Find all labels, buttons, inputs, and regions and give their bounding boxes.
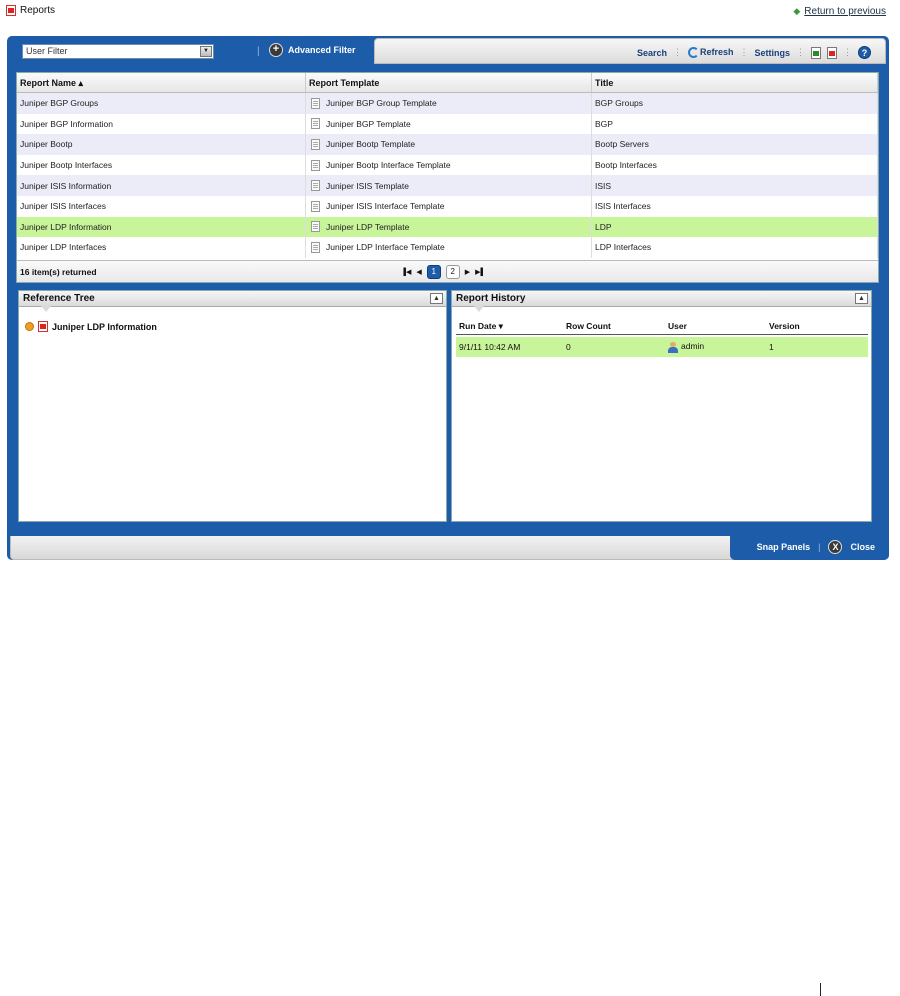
table-row[interactable] <box>17 196 878 217</box>
table-row[interactable] <box>17 155 878 176</box>
refresh-label: Refresh <box>699 46 734 57</box>
column-header-run-date[interactable]: Run Date ▾ <box>459 321 503 331</box>
collapse-icon[interactable]: ▲ <box>855 293 868 304</box>
reference-tree-title: Reference Tree <box>23 293 95 304</box>
filter-separator: | <box>257 46 260 57</box>
close-icon[interactable]: X <box>828 540 842 554</box>
report-history-header <box>452 291 871 307</box>
report-template-label: Juniper BGP Group Template <box>326 98 437 109</box>
user-icon <box>668 342 678 353</box>
reports-icon <box>6 5 16 16</box>
collapse-icon[interactable]: ▲ <box>430 293 443 304</box>
row-count-cell: 0 <box>566 342 571 352</box>
grid-footer <box>17 260 878 282</box>
version-cell: 1 <box>769 342 774 352</box>
reports-grid <box>16 72 879 283</box>
report-template-cell <box>306 175 592 196</box>
history-table <box>456 321 868 357</box>
expand-icon[interactable] <box>25 322 34 331</box>
report-template-cell <box>306 196 592 217</box>
last-page-icon[interactable]: ▶▌ <box>475 269 486 276</box>
report-template-cell <box>306 217 592 238</box>
report-name-cell: Juniper ISIS Information <box>17 175 306 196</box>
report-template-label: Juniper Bootp Template <box>326 139 416 150</box>
bottom-separator: | <box>818 542 821 552</box>
frame-bottom-bar <box>10 536 740 560</box>
report-name-cell: Juniper Bootp <box>17 134 306 155</box>
column-header-title[interactable]: Title <box>592 73 878 92</box>
toolbar <box>374 38 886 64</box>
history-row[interactable] <box>456 337 868 357</box>
report-template-cell <box>306 134 592 155</box>
first-page-icon[interactable]: ▐◀ <box>401 269 412 276</box>
table-row[interactable] <box>17 134 878 155</box>
history-header <box>456 321 868 335</box>
template-document-icon <box>311 221 320 232</box>
template-document-icon <box>311 180 320 191</box>
refresh-button[interactable] <box>688 47 734 58</box>
title-cell: Bootp Interfaces <box>592 155 878 176</box>
user-name: admin <box>681 341 705 352</box>
panel-notch <box>474 306 484 312</box>
column-header-report-name[interactable]: Report Name ▴ <box>17 73 306 92</box>
top-bar <box>0 0 900 24</box>
toolbar-separator: ⋮ <box>739 47 749 57</box>
export-excel-icon[interactable] <box>811 47 821 59</box>
report-template-label: Juniper BGP Template <box>326 118 411 129</box>
user-cell <box>665 341 766 352</box>
report-name-cell: Juniper ISIS Interfaces <box>17 196 306 217</box>
report-name-cell: Juniper Bootp Interfaces <box>17 155 306 176</box>
reference-tree-header <box>19 291 446 307</box>
title-cell: LDP <box>592 217 878 238</box>
table-row[interactable] <box>17 217 878 238</box>
title-cell: LDP Interfaces <box>592 237 878 258</box>
toolbar-separator: ⋮ <box>843 47 852 57</box>
page-button-1[interactable]: 1 <box>427 265 441 279</box>
items-returned-count: 16 item(s) returned <box>20 267 97 277</box>
table-row[interactable] <box>17 237 878 258</box>
report-history-title: Report History <box>456 293 526 304</box>
title-cell: BGP Groups <box>592 93 878 114</box>
user-filter-value: User Filter <box>26 46 68 56</box>
report-template-cell <box>306 155 592 176</box>
title-cell: BGP <box>592 114 878 135</box>
report-template-cell <box>306 237 592 258</box>
reference-tree-panel <box>18 290 447 522</box>
table-row[interactable] <box>17 175 878 196</box>
search-button[interactable]: Search <box>636 47 667 58</box>
return-to-previous[interactable] <box>793 6 886 17</box>
app-title <box>6 5 55 16</box>
title-cell: Bootp Servers <box>592 134 878 155</box>
report-template-label: Juniper ISIS Interface Template <box>326 201 445 212</box>
report-icon <box>38 321 48 332</box>
report-history-panel <box>451 290 872 522</box>
report-name-cell: Juniper BGP Groups <box>17 93 306 114</box>
report-template-label: Juniper ISIS Template <box>326 180 409 191</box>
page-button-2[interactable]: 2 <box>446 265 460 279</box>
return-link-text[interactable]: Return to previous <box>804 6 886 17</box>
settings-button[interactable]: Settings <box>754 47 790 58</box>
bottom-actions <box>730 534 889 560</box>
toolbar-actions <box>637 46 871 59</box>
report-name-cell: Juniper BGP Information <box>17 114 306 135</box>
tree-item-label: Juniper LDP Information <box>52 321 157 332</box>
title-cell: ISIS Interfaces <box>592 196 878 217</box>
template-document-icon <box>311 118 320 129</box>
panel-notch <box>41 306 51 312</box>
user-filter-select[interactable] <box>22 44 214 59</box>
report-name-cell: Juniper LDP Information <box>17 217 306 238</box>
snap-panels-button[interactable]: Snap Panels <box>756 542 811 552</box>
pager <box>401 265 485 279</box>
toolbar-separator: ⋮ <box>672 47 682 57</box>
reports-frame <box>7 36 889 560</box>
tree-item[interactable] <box>25 321 157 332</box>
run-date-cell: 9/1/11 10:42 AM <box>459 342 521 352</box>
advanced-filter-button[interactable] <box>269 43 356 57</box>
export-pdf-icon[interactable] <box>827 47 837 59</box>
back-arrow-icon: ◆ <box>793 6 801 16</box>
next-page-icon[interactable]: ▶ <box>464 269 471 276</box>
report-template-label: Juniper LDP Interface Template <box>326 242 445 253</box>
template-document-icon <box>311 242 320 253</box>
report-template-cell <box>306 93 592 114</box>
table-row[interactable] <box>17 93 878 114</box>
template-document-icon <box>311 98 320 109</box>
template-document-icon <box>311 160 320 171</box>
report-template-label: Juniper LDP Template <box>326 221 410 232</box>
help-icon[interactable]: ? <box>858 46 871 59</box>
template-document-icon <box>311 201 320 212</box>
prev-page-icon[interactable]: ◀ <box>416 269 422 276</box>
table-row[interactable] <box>17 114 878 135</box>
chevron-down-icon[interactable]: ▼ <box>200 46 212 57</box>
refresh-icon <box>688 47 699 58</box>
toolbar-separator: ⋮ <box>796 47 805 57</box>
column-header-version[interactable]: Version <box>769 321 800 331</box>
report-template-cell <box>306 114 592 135</box>
page-margin-mark <box>820 983 821 996</box>
column-header-report-template[interactable]: Report Template <box>306 73 592 92</box>
plus-icon: + <box>269 43 283 57</box>
report-template-label: Juniper Bootp Interface Template <box>326 160 451 171</box>
advanced-filter-label: Advanced Filter <box>288 45 356 55</box>
close-button[interactable]: Close <box>850 542 875 552</box>
column-header-user[interactable]: User <box>668 321 687 331</box>
column-header-row-count[interactable]: Row Count <box>566 321 611 331</box>
title-cell: ISIS <box>592 175 878 196</box>
grid-header <box>17 73 878 93</box>
app-title-text: Reports <box>20 5 56 16</box>
report-name-cell: Juniper LDP Interfaces <box>17 237 306 258</box>
grid-body <box>17 93 878 258</box>
template-document-icon <box>311 139 320 150</box>
